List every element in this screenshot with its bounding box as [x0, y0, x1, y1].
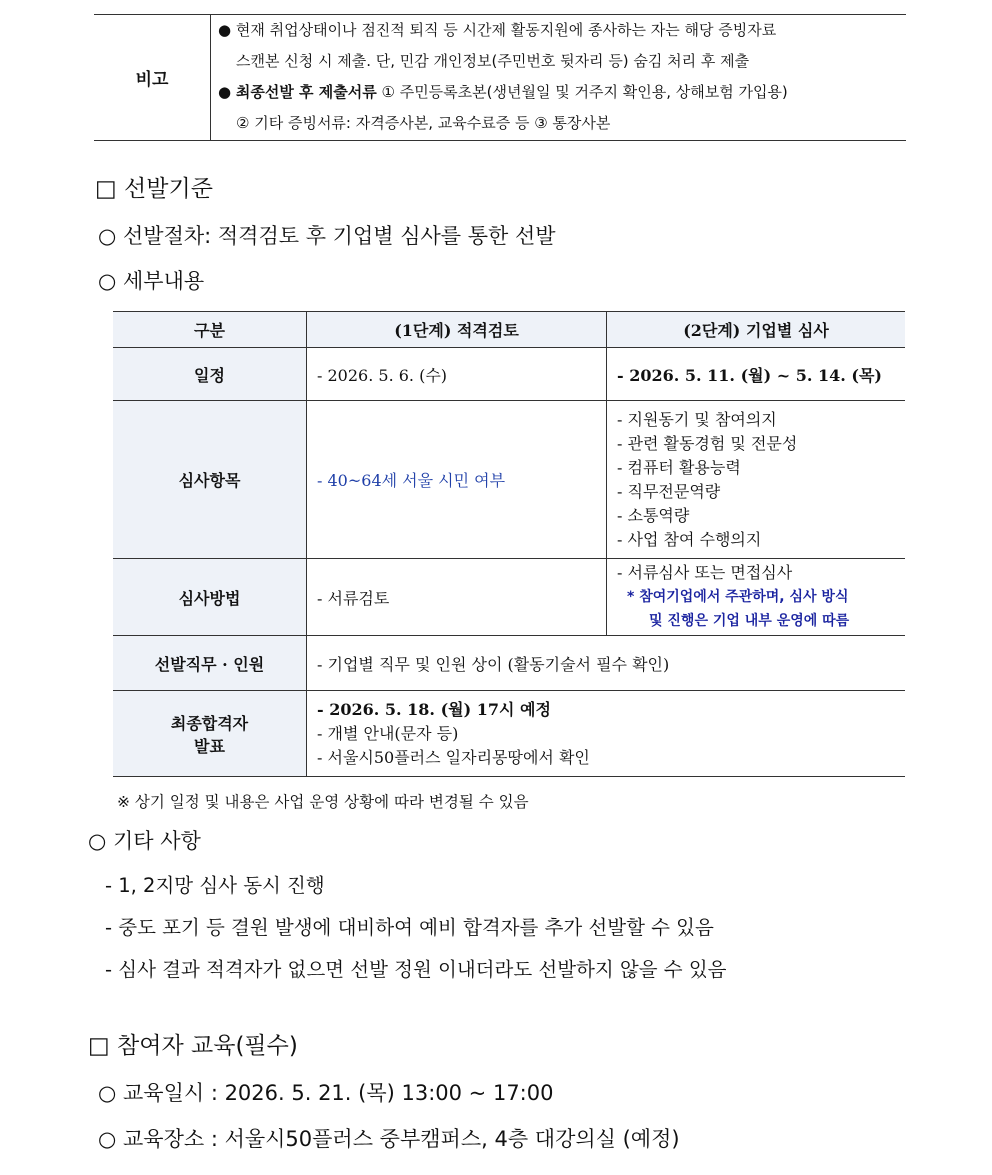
selection-heading: □ 선발기준	[95, 176, 213, 202]
header-step2: (2단계) 기업별 심사	[607, 312, 906, 348]
announce-label	[113, 691, 307, 777]
row-jobs	[113, 636, 905, 691]
criteria-item: - 컴퓨터 활용능력	[617, 457, 741, 477]
schedule-step1: - 2026. 5. 6. (수)	[307, 348, 607, 401]
jobs-value: - 기업별 직무 및 인원 상이 (활동기술서 필수 확인)	[307, 636, 906, 691]
method-step2	[607, 559, 906, 636]
criteria-item: - 직무전문역량	[617, 481, 721, 501]
method-note-2: 및 진행은 기업 내부 운영에 따름	[649, 613, 850, 629]
criteria-item: - 소통역량	[617, 505, 690, 525]
remarks-line-2: 스캔본 신청 시 제출. 단, 민감 개인정보(주민번호 뒷자리 등) 숨김 처리 후 제출	[236, 52, 750, 70]
other-item-3: - 심사 결과 적격자가 없으면 선발 정원 이내더라도 선발하지 않을 수 있음	[105, 958, 727, 981]
criteria-step1: - 40~64세 서울 시민 여부	[307, 401, 607, 559]
method-label: 심사방법	[113, 559, 307, 636]
announce-line: - 2026. 5. 18. (월) 17시 예정	[317, 699, 551, 719]
method-note-1: * 참여기업에서 주관하며, 심사 방식	[627, 589, 849, 605]
criteria-label: 심사항목	[113, 401, 307, 559]
other-heading: ○ 기타 사항	[88, 829, 201, 853]
selection-details: ○ 세부내용	[98, 269, 205, 293]
selection-table	[113, 311, 905, 777]
education-date: ○ 교육일시 : 2026. 5. 21. (목) 13:00 ~ 17:00	[98, 1081, 554, 1105]
schedule-label: 일정	[113, 348, 307, 401]
row-criteria	[113, 401, 905, 559]
method-step2-text: - 서류심사 또는 면접심사	[617, 563, 793, 582]
table-header-row	[113, 312, 905, 348]
remarks-line-4: ② 기타 증빙서류: 자격증사본, 교육수료증 등 ③ 통장사본	[236, 114, 611, 132]
row-method	[113, 559, 905, 636]
criteria-step2	[607, 401, 906, 559]
criteria-item: - 관련 활동경험 및 전문성	[617, 433, 798, 453]
jobs-label: 선발직무 · 인원	[113, 636, 307, 691]
other-item-2: - 중도 포기 등 결원 발생에 대비하여 예비 합격자를 추가 선발할 수 있음	[105, 916, 714, 939]
other-item-1: - 1, 2지망 심사 동시 진행	[105, 874, 325, 897]
remarks-table	[94, 14, 906, 141]
selection-procedure: ○ 선발절차: 적격검토 후 기업별 심사를 통한 선발	[98, 224, 556, 248]
announce-line: - 서울시50플러스 일자리몽땅에서 확인	[317, 747, 590, 767]
method-step1: - 서류검토	[307, 559, 607, 636]
criteria-item: - 사업 참여 수행의지	[617, 529, 762, 549]
selection-footnote: ※ 상기 일정 및 내용은 사업 운영 상황에 따라 변경될 수 있음	[117, 793, 529, 811]
announce-line: - 개별 안내(문자 등)	[317, 723, 459, 743]
remarks-line-3: ● 최종선발 후 제출서류 ① 주민등록초본(생년월일 및 거주지 확인용, 상해보험 가입용)	[218, 83, 788, 101]
header-step1: (1단계) 적격검토	[307, 312, 607, 348]
schedule-step2: - 2026. 5. 11. (월) ~ 5. 14. (목)	[607, 348, 906, 401]
education-heading: □ 참여자 교육(필수)	[88, 1033, 298, 1059]
announce-value	[307, 691, 906, 777]
education-place: ○ 교육장소 : 서울시50플러스 중부캠퍼스, 4층 대강의실 (예정)	[98, 1127, 680, 1151]
remarks-line-1: ● 현재 취업상태이나 점진적 퇴직 등 시간제 활동지원에 종사하는 자는 해당 증빙자료	[218, 21, 777, 39]
header-category: 구분	[113, 312, 307, 348]
remarks-label: 비고	[94, 15, 211, 140]
announce-label-2: 발표	[194, 736, 225, 756]
criteria-item: - 지원동기 및 참여의지	[617, 409, 777, 429]
row-announce	[113, 691, 905, 777]
announce-label-1: 최종합격자	[170, 713, 249, 733]
row-schedule	[113, 348, 905, 401]
